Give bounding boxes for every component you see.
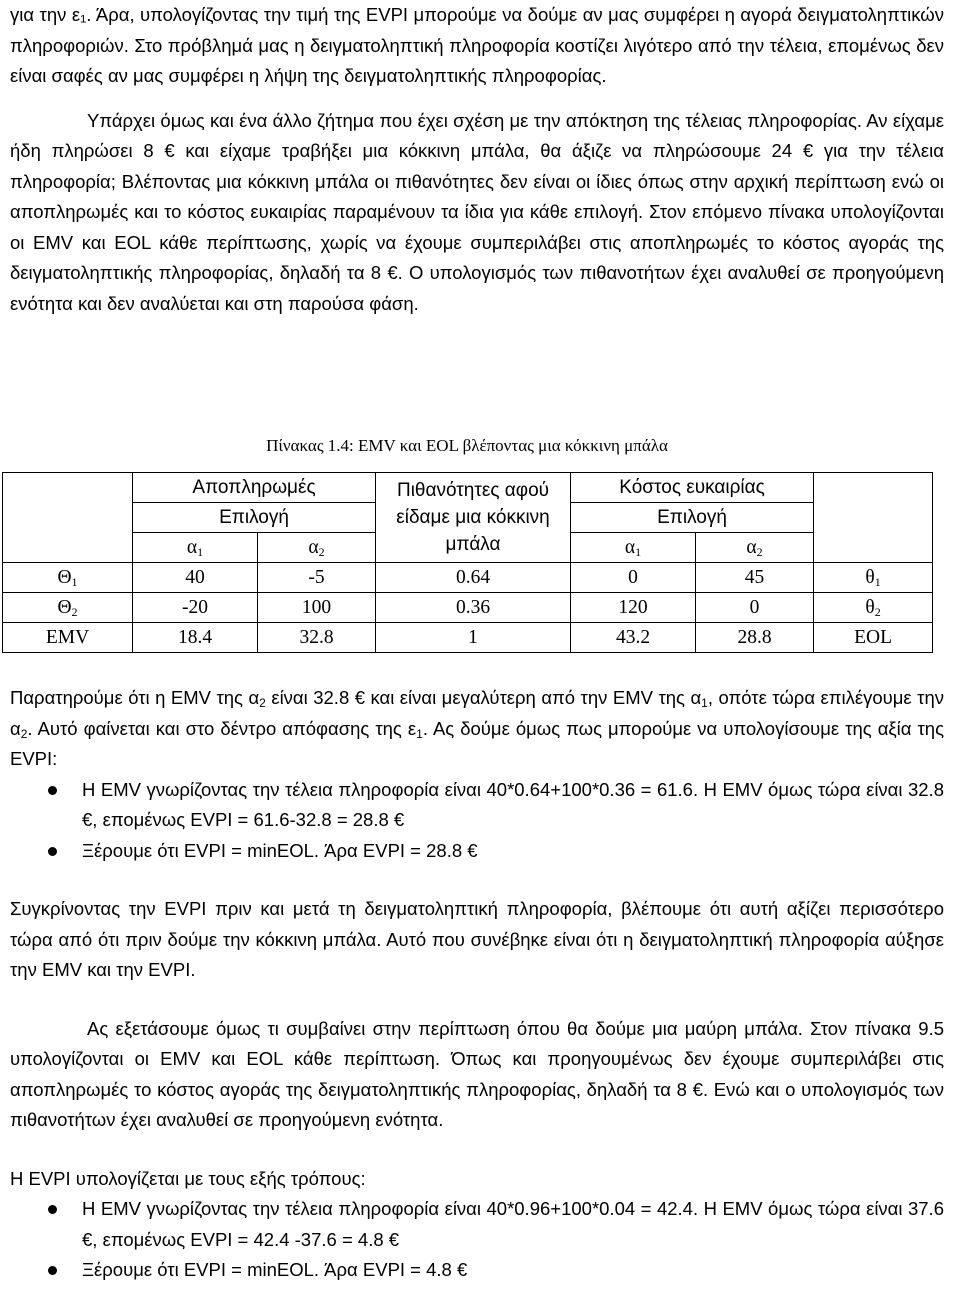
- opp-a2: 0: [696, 593, 814, 623]
- row-label: $\Theta_2$: [3, 593, 133, 623]
- corner-cell: [3, 473, 133, 503]
- probability: 0.64: [376, 563, 571, 593]
- bullet-icon: [48, 1266, 57, 1275]
- list-item: Η EMV γνωρίζοντας την τέλεια πληροφορία είναι 40*0.64+100*0.36 = 61.6. Η EMV όμως τώρα είναι 32.8 €, επομένως EVPI = 61.6-32.8 = 28.8 €: [10, 775, 944, 836]
- evpi-bullets-red: [10, 775, 944, 867]
- row-label: $\Theta_1$: [3, 563, 133, 593]
- document-page: [10, 0, 944, 319]
- probability: 1: [376, 623, 571, 653]
- table-row: [3, 563, 933, 593]
- spacer-cell: [3, 503, 133, 533]
- document-continuation: [10, 683, 944, 1286]
- row-label: EMV: [3, 623, 133, 653]
- alt-a2-header: $\alpha_2$: [258, 533, 376, 563]
- payoff-a2: 100: [258, 593, 376, 623]
- opp-a2: 45: [696, 563, 814, 593]
- opp-choice-header: Επιλογή: [571, 503, 814, 533]
- bullet-icon: [48, 786, 57, 795]
- payoff-a2: 32.8: [258, 623, 376, 653]
- list-item: Ξέρουμε ότι EVPI = minEOL. Άρα EVPI = 28.8 €: [10, 836, 944, 867]
- bullet-icon: [48, 1205, 57, 1214]
- opp-a2-header: $\alpha_2$: [696, 533, 814, 563]
- row-label-right: $\theta_1$: [814, 563, 933, 593]
- row-label-right: $\theta_2$: [814, 593, 933, 623]
- payoff-choice-header: Επιλογή: [133, 503, 376, 533]
- paragraph-black-ball: Ας εξετάσουμε όμως τι συμβαίνει στην περίπτωση όπου θα δούμε μια μαύρη μπάλα. Στον πίνακα 9.5 υπολογίζονται οι EMV και EOL κάθε περίπτωση. Όπως και προηγουμένως δεν έχουμε συμπεριλάβει στις αποπληρωμές το κόστος αγοράς της δειγματοληπτικής πληροφορίας, δηλαδή τα 8 €. Ενώ και ο υπολογισμός των πιθανοτήτων έχει αναλυθεί σε προηγούμενη ενότητα.: [10, 1017, 944, 1130]
- list-item: Ξέρουμε ότι EVPI = minEOL. Άρα EVPI = 4.8 €: [10, 1255, 944, 1286]
- paragraph-observation: Παρατηρούμε ότι η EMV της $\alpha_2$ είναι 32.8 € και είναι μεγαλύτερη από την EMV της $\alpha_1$, οπότε τώρα επιλέγουμε την $\alpha_2$. Αυτό φαίνεται και στο δέντρο απόφασης της $\varepsilon_1$. Ας δούμε όμως πως μπορούμε να υπολογίσουμε της αξία της EVPI:: [10, 687, 945, 769]
- table-caption: Πίνακας 1.4: EMV και EOL βλέποντας μια κόκκινη μπάλα: [266, 436, 668, 455]
- probability: 0.36: [376, 593, 571, 623]
- opportunity-cost-header: Κόστος ευκαιρίας: [571, 473, 814, 503]
- alt-a1-header: $\alpha_1$: [133, 533, 258, 563]
- probability-header: Πιθανότητες αφού είδαμε μια κόκκινη μπάλα: [376, 473, 571, 563]
- list-item: Η EMV γνωρίζοντας την τέλεια πληροφορία είναι 40*0.96+100*0.04 = 42.4. Η EMV όμως τώρα είναι 37.6 €, επομένως EVPI = 42.4 -37.6 = 4.8 €: [10, 1194, 944, 1255]
- spacer-cell-2: [3, 533, 133, 563]
- table-row: [3, 593, 933, 623]
- paragraph-evpi-intro: Η EVPI υπολογίζεται με τους εξής τρόπους:: [10, 1167, 366, 1189]
- payoff-header: Αποπληρωμές: [133, 473, 376, 503]
- payoff-a1: 18.4: [133, 623, 258, 653]
- payoff-a1: -20: [133, 593, 258, 623]
- spacer-cell-right: [814, 503, 933, 533]
- paragraph-intro-1: για την ε₁. Άρα, υπολογίζοντας την τιμή της EVPI μπορούμε να δούμε αν μας συμφέρει η αγορά δειγματοληπτικών πληροφοριών. Στο πρόβλημά μας η δειγματοληπτική πληροφορία κοστίζει λιγότερο από την τέλεια, επομένως δεν είναι σαφές αν μας συμφέρει η λήψη της δειγματοληπτικής πληροφορίας.: [10, 4, 944, 86]
- paragraph-comparison: Συγκρίνοντας την EVPI πριν και μετά τη δειγματοληπτική πληροφορία, βλέπουμε ότι αυτή αξίζει περισσότερο τώρα από ότι πριν δούμε την κόκκινη μπάλα. Αυτό που συνέβηκε είναι ότι η δειγματοληπτική πληροφορία αύξησε την EMV και την EVPI.: [10, 898, 944, 980]
- paragraph-intro-2: Υπάρχει όμως και ένα άλλο ζήτημα που έχει σχέση με την απόκτηση της τέλειας πληροφορίας. Αν είχαμε ήδη πληρώσει 8 € και είχαμε τραβήξει μια κόκκινη μπάλα, θα άξιζε να πληρώσουμε 24 € για την τέλεια πληροφορία; Βλέποντας μια κόκκινη μπάλα οι πιθανότητες δεν είναι οι ίδιες όπως στην αρχική περίπτωση ενώ οι αποπληρωμές και το κόστος ευκαιρίας παραμένουν τα ίδια για κάθε επιλογή. Στον επόμενο πίνακα υπολογίζονται οι EMV και EOL κάθε περίπτωσης, χωρίς να έχουμε συμπεριλάβει στις αποπληρωμές το κόστος αγοράς της δειγματοληπτικής πληροφορίας, δηλαδή τα 8 €. Ο υπολογισμός των πιθανοτήτων έχει αναλυθεί σε προηγούμενη ενότητα και δεν αναλύεται και στη παρούσα φάση.: [10, 109, 944, 314]
- emv-eol-table: [2, 472, 933, 653]
- opp-a1: 120: [571, 593, 696, 623]
- corner-cell-right: [814, 473, 933, 503]
- row-label-right: EOL: [814, 623, 933, 653]
- opp-a2: 28.8: [696, 623, 814, 653]
- evpi-bullets-black: [10, 1194, 944, 1286]
- opp-a1: 43.2: [571, 623, 696, 653]
- opp-a1-header: $\alpha_1$: [571, 533, 696, 563]
- bullet-icon: [48, 847, 57, 856]
- payoff-a1: 40: [133, 563, 258, 593]
- payoff-a2: -5: [258, 563, 376, 593]
- spacer-cell-right-2: [814, 533, 933, 563]
- opp-a1: 0: [571, 563, 696, 593]
- table-row: [3, 623, 933, 653]
